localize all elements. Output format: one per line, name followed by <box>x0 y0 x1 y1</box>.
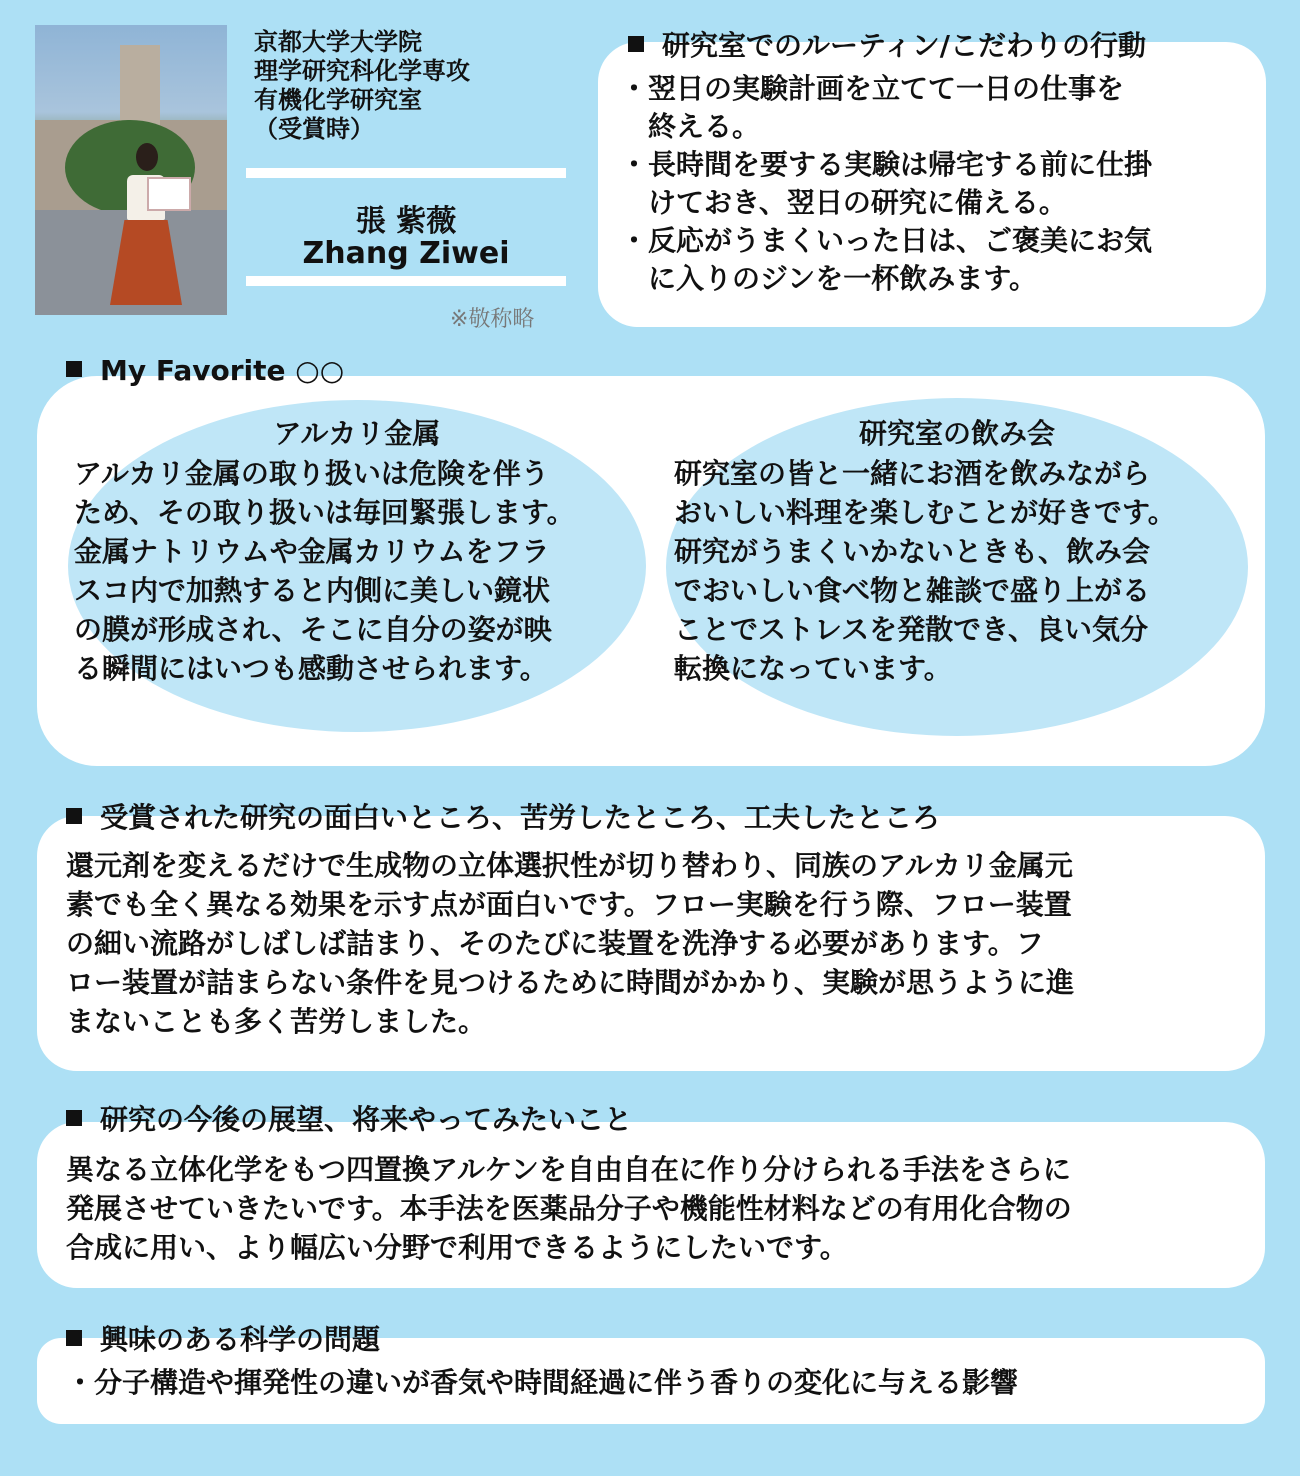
routine-line: に入りのジンを一杯飲みます。 <box>648 262 1038 295</box>
square-bullet-icon <box>628 36 644 52</box>
routine-line: 翌日の実験計画を立てて一日の仕事を <box>648 72 1125 105</box>
interest-title-text: 興味のある科学の問題 <box>100 1323 381 1356</box>
square-bullet-icon <box>66 808 82 824</box>
text-line: 還元剤を変えるだけで生成物の立体選択性が切り替わり、同族のアルカリ金属元 <box>66 849 1073 882</box>
favorite-title-text: My Favorite ○○ <box>100 354 345 387</box>
favorite-right-text <box>674 454 1176 688</box>
text-line: 転換になっています。 <box>674 652 952 685</box>
bullet: ・ <box>620 72 649 105</box>
routine-item <box>620 146 1260 222</box>
future-title-text: 研究の今後の展望、将来やってみたいこと <box>100 1103 633 1136</box>
affiliation-line: （受賞時） <box>254 115 374 143</box>
name-japanese: 張 紫薇 <box>355 204 457 239</box>
favorite-left-heading: アルカリ金属 <box>273 417 441 450</box>
name-english: Zhang Ziwei <box>302 236 510 271</box>
square-bullet-icon <box>66 1110 82 1126</box>
affiliation-line: 理学研究科化学専攻 <box>254 57 470 85</box>
text-line: おいしい料理を楽しむことが好きです。 <box>674 496 1176 529</box>
square-bullet-icon <box>66 1330 82 1346</box>
routine-title-text: 研究室でのルーティン/こだわりの行動 <box>662 29 1146 62</box>
affiliation <box>254 28 470 144</box>
routine-item <box>620 222 1260 298</box>
routine-line: 長時間を要する実験は帰宅する前に仕掛 <box>648 148 1153 181</box>
routine-list <box>620 70 1260 298</box>
text-line: でおいしい食べ物と雑談で盛り上がる <box>674 574 1151 607</box>
text-line: 合成に用い、より幅広い分野で利用できるようにしたいです。 <box>66 1231 848 1264</box>
routine-line: けておき、翌日の研究に備える。 <box>648 186 1067 219</box>
text-line: ロー装置が詰まらない条件を見つけるために時間がかかり、実験が思うように進 <box>66 966 1075 999</box>
square-bullet-icon <box>66 361 82 377</box>
future-title <box>66 1098 632 1138</box>
text-line: る瞬間にはいつも感動させられます。 <box>74 652 548 685</box>
affiliation-line: 京都大学大学院 <box>254 28 422 56</box>
photo-person-head <box>136 143 158 171</box>
favorite-right-heading: 研究室の飲み会 <box>858 417 1055 450</box>
text-line: アルカリ金属の取り扱いは危険を伴う <box>74 457 549 490</box>
favorite-title <box>66 354 344 387</box>
text-line: まないことも多く苦労しました。 <box>66 1005 487 1038</box>
photo-diploma <box>147 177 191 211</box>
text-line: の細い流路がしばしば詰まり、そのたびに装置を洗浄する必要があります。フ <box>66 927 1044 960</box>
interest-title <box>66 1318 380 1358</box>
affiliation-line: 有機化学研究室 <box>254 86 422 114</box>
routine-line: 反応がうまくいった日は、ご褒美にお気 <box>648 224 1153 257</box>
divider-bottom <box>246 276 566 286</box>
text-line: ことでストレスを発散でき、良い気分 <box>674 613 1149 646</box>
research-title <box>66 796 940 836</box>
text-line: 発展させていきたいです。本手法を医薬品分子や機能性材料などの有用化合物の <box>66 1192 1072 1225</box>
text-line: 異なる立体化学をもつ四置換アルケンを自由自在に作り分けられる手法をさらに <box>66 1153 1071 1186</box>
interest-text: ・分子構造や揮発性の違いが香気や時間経過に伴う香りの変化に与える影響 <box>66 1366 1019 1399</box>
research-title-text: 受賞された研究の面白いところ、苦労したところ、工夫したところ <box>100 801 941 834</box>
bullet: ・ <box>620 148 649 181</box>
text-line: 素でも全く異なる効果を示す点が面白いです。フロー実験を行う際、フロー装置 <box>66 888 1072 921</box>
routine-line: 終える。 <box>648 110 761 143</box>
favorite-left-text <box>74 454 575 688</box>
text-line: 金属ナトリウムや金属カリウムをフラ <box>74 535 550 568</box>
research-text <box>66 846 1246 1041</box>
divider-top <box>246 168 566 178</box>
text-line: 研究がうまくいかないときも、飲み会 <box>674 535 1151 568</box>
honorific-note: ※敬称略 <box>450 307 535 332</box>
profile-photo <box>35 25 227 315</box>
text-line: スコ内で加熱すると内側に美しい鏡状 <box>74 574 551 607</box>
text-line: ため、その取り扱いは毎回緊張します。 <box>74 496 575 529</box>
text-line: の膜が形成され、そこに自分の姿が映 <box>74 613 552 646</box>
routine-title <box>628 24 1146 64</box>
future-text <box>66 1150 1246 1267</box>
text-line: 研究室の皆と一緒にお酒を飲みながら <box>674 457 1151 490</box>
routine-item <box>620 70 1260 146</box>
bullet: ・ <box>620 224 649 257</box>
